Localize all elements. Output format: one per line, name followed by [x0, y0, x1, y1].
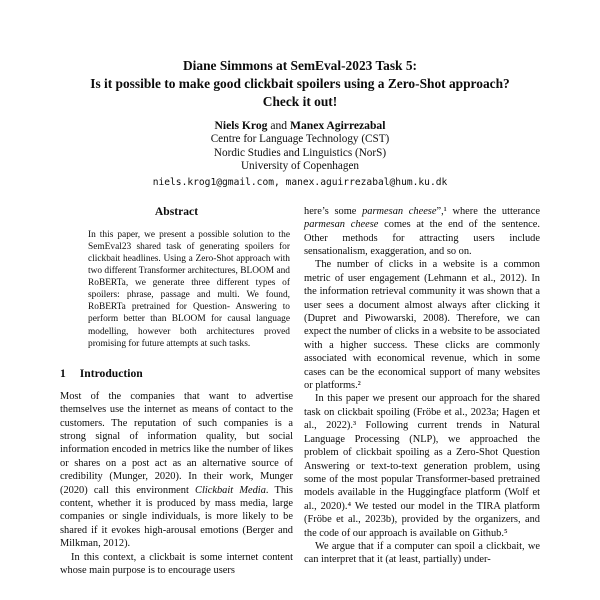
- paper-title: [0, 57, 600, 111]
- section-heading-introduction: [60, 367, 293, 380]
- title-line-2: Is it possible to make good clickbait spoilers using a Zero-Shot approach?: [90, 76, 510, 91]
- affiliation-line-1: Centre for Language Technology (CST): [210, 133, 390, 145]
- abstract-text: In this paper, we present a possible solution to the SemEval23 shared task of generating spoilers for clickbait headlines. Using a Zero-Shot approach with two different Transformer architectures, BLOOM and RoBERTa, we generate three different types of spoilers: phrase, passage and multi. We found, RoBERTa pretrained for Question- Answering to perform better than BLOOM for causal language modelling, however both architectures proved promising for future attempts at such tasks.: [88, 229, 290, 349]
- paper-header: [0, 0, 600, 189]
- abstract-heading: Abstract: [154, 204, 199, 218]
- title-line-3: Check it out!: [262, 94, 338, 109]
- right-paragraph-3: In this paper we present our approach for the shared task on clickbait spoiling (Fröbe et al., 2023a; Hagen et al., 2022).³ Following current trends in Natural Language Processing (NLP), we approached the problem of clickbait spoiling as a Zero-Shot Question Answering or text-to-text generation problem, using some of the most popular Transformer-based pretrained models available in the Huggingface platform (Wolf et al., 2020).⁴ We tested our model in the TIRA platform (Fröbe et al., 2023b), provided by the organizers, and the code of our approach is available on Github.⁵: [304, 393, 540, 539]
- right-paragraph-2: The number of clicks in a website is a common metric of user engagement (Lehmann et al., 2012). In the information retrieval community it was shown that a user sees a document almost always after clicking it (Dupret and Piwowarski, 2008). Therefore, we can expect the number of clicks in a website to be associated with a higher success. These clicks are commonly associated with economical revenue, which in some cases can be the economical support of many websites or platforms.²: [304, 259, 540, 392]
- left-column: [60, 205, 293, 578]
- intro-paragraph-2: In this context, a clickbait is some internet content whose main purpose is to encourage users: [60, 551, 293, 576]
- two-column-body: [0, 205, 600, 578]
- authors-line: Niels Krog and Manex Agirrezabal: [214, 119, 386, 132]
- title-line-1: Diane Simmons at SemEval-2023 Task 5:: [183, 58, 417, 73]
- right-paragraph-1: here’s some parmesan cheese”,¹ where the utterance parmesan cheese comes at the end of the sentence. Other methods for attracting users include sensationalism, exaggeration, and so on.: [304, 205, 540, 257]
- affiliation-line-2: Nordic Studies and Linguistics (NorS): [213, 146, 387, 159]
- right-paragraph-4: We argue that if a computer can spoil a clickbait, we can interpret that it (at least, partially) under-: [304, 540, 540, 566]
- section-title: Introduction: [79, 366, 143, 380]
- section-number: 1: [60, 366, 66, 380]
- affiliation-line-3: University of Copenhagen: [240, 160, 360, 173]
- right-column: [304, 205, 540, 578]
- intro-paragraph-1: Most of the companies that want to advertise themselves use the internet as means of contact to the customers. The reputation of such companies is a strong signal of information quality, but social information encoded in metrics like the number of likes or shares on a post act as an alternative source of credibility (Munger, 2020). In their work, Munger (2020) call this environment Clickbait Media. This content, whether it is produced by mass media, large companies or single individuals, is more likely to be shared if it evokes high-arousal emotions (Berger and Milkman, 2012).: [60, 390, 293, 550]
- author-emails: niels.krog1@gmail.com, manex.aguirrezabal@hum.ku.dk: [152, 176, 448, 188]
